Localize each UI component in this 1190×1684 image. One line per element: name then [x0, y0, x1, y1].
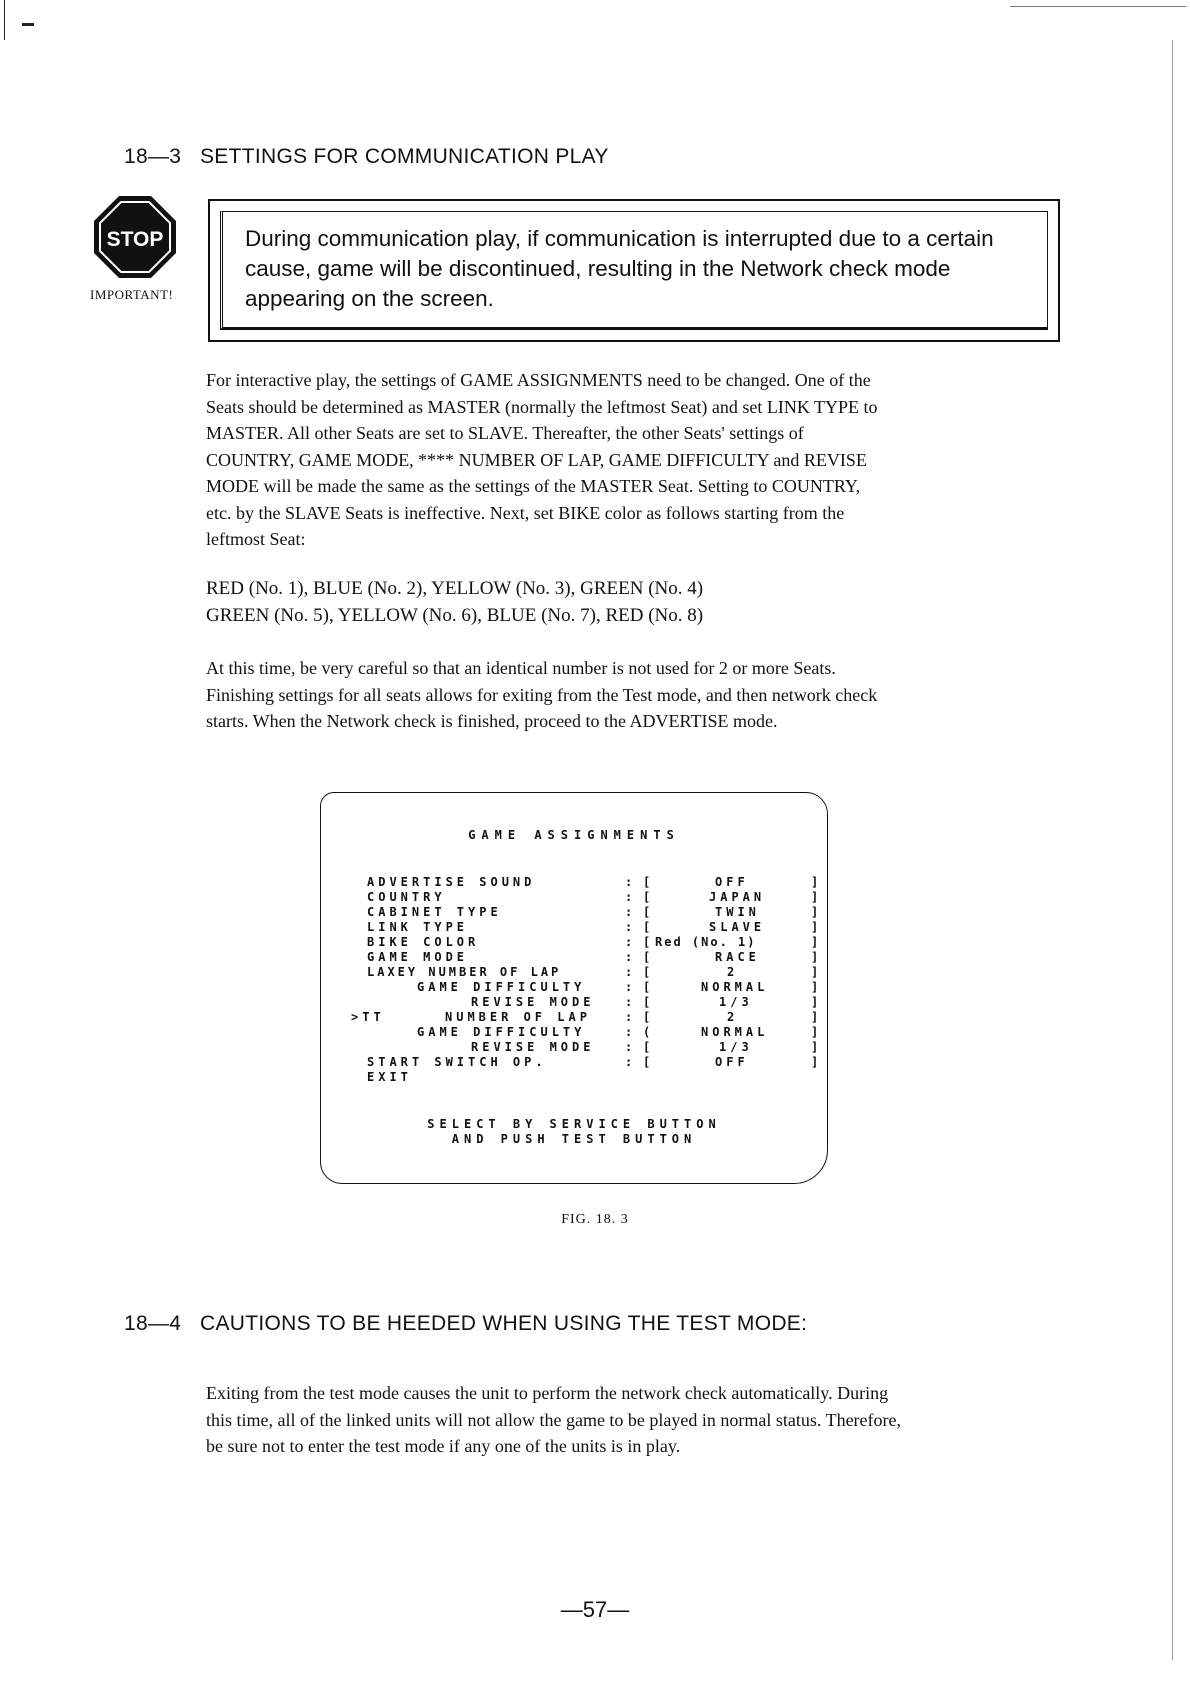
section-title: CAUTIONS TO BE HEEDED WHEN USING THE TEST MODE:	[200, 1312, 808, 1335]
row-bracket-open: [	[643, 920, 655, 934]
screen-footer-line-1: SELECT BY SERVICE BUTTON	[427, 1117, 721, 1131]
screen-row	[321, 935, 827, 950]
row-bracket-close: ]	[811, 1040, 823, 1054]
row-label: START SWITCH OP.	[367, 1055, 547, 1069]
exit-line: this time, all of the linked units will not allow the game to be played in normal status. Therefore,	[206, 1409, 902, 1430]
intro-line: For interactive play, the settings of GAME ASSIGNMENTS need to be changed. One of the	[206, 370, 871, 390]
scan-right-edge	[1172, 40, 1173, 1660]
screen-row	[321, 1010, 827, 1025]
notice-line-3: appearing on the screen.	[245, 286, 494, 311]
row-bracket-open: [	[643, 1040, 655, 1054]
row-label: BIKE COLOR	[367, 935, 480, 949]
intro-line: MASTER. All other Seats are set to SLAVE. Thereafter, the other Seats' settings of	[206, 423, 804, 443]
row-value: NORMAL	[701, 1025, 769, 1039]
caution-paragraph	[206, 655, 1051, 735]
row-label: GAME DIFFICULTY	[417, 1025, 586, 1039]
notice-line-2: cause, game will be discontinued, resulting in the Network check mode	[245, 256, 951, 281]
row-label: REVISE MODE	[471, 995, 595, 1009]
stop-important-sign	[88, 194, 198, 303]
intro-line: Seats should be determined as MASTER (normally the leftmost Seat) and set LINK TYPE to	[206, 396, 878, 417]
row-value: RACE	[715, 950, 760, 964]
notice-line-1: During communication play, if communication is interrupted due to a certain	[245, 226, 994, 251]
row-sep: :	[625, 875, 637, 889]
important-notice-box	[208, 199, 1060, 342]
scan-mark	[22, 23, 34, 26]
scan-top-rule	[1010, 6, 1186, 7]
row-label: LAXEY NUMBER OF LAP	[367, 965, 562, 979]
row-bracket-open: [	[643, 875, 655, 889]
row-bracket-open: [	[643, 890, 655, 904]
row-bracket-open: [	[643, 980, 655, 994]
row-value: OFF	[715, 1055, 749, 1069]
row-value: NORMAL	[701, 980, 769, 994]
exit-line: be sure not to enter the test mode if any one of the units is in play.	[206, 1436, 681, 1456]
screen-row	[321, 875, 827, 890]
intro-line: leftmost Seat:	[206, 529, 306, 549]
row-sep: :	[625, 980, 637, 994]
screen-row	[321, 905, 827, 920]
row-label: ADVERTISE SOUND	[367, 875, 536, 889]
row-value: 2	[727, 1010, 739, 1024]
caution-line: At this time, be very careful so that an identical number is not used for 2 or more Seats.	[206, 658, 836, 678]
row-bracket-close: ]	[811, 935, 823, 949]
row-value: 1/3	[719, 1040, 753, 1054]
important-notice-inner	[220, 211, 1048, 330]
important-caption: IMPORTANT!	[90, 287, 174, 302]
row-label: EXIT	[367, 1070, 412, 1084]
exit-paragraph	[206, 1380, 1051, 1460]
intro-line: MODE will be made the same as the settings of the MASTER Seat. Setting to COUNTRY,	[206, 476, 861, 496]
bike-color-line: GREEN (No. 5), YELLOW (No. 6), BLUE (No. 7), RED (No. 8)	[206, 605, 704, 626]
screen-row	[321, 1070, 827, 1085]
row-bracket-open: [	[643, 935, 655, 949]
row-bracket-open: [	[643, 1055, 655, 1069]
row-sep: :	[625, 950, 637, 964]
page-number: —57—	[560, 1597, 630, 1622]
row-value: JAPAN	[709, 890, 766, 904]
row-bracket-close: ]	[811, 920, 823, 934]
row-label: REVISE MODE	[471, 1040, 595, 1054]
row-value: 1/3	[719, 995, 753, 1009]
screen-row	[321, 890, 827, 905]
row-bracket-close: ]	[811, 1010, 823, 1024]
row-sep: :	[625, 1025, 637, 1039]
row-bracket-close: ]	[811, 890, 823, 904]
row-sep: :	[625, 1010, 637, 1024]
section-18-4-heading	[124, 1312, 807, 1336]
bike-color-list	[206, 575, 703, 629]
row-sep: :	[625, 1040, 637, 1054]
row-sep: :	[625, 965, 637, 979]
row-bracket-open: [	[643, 950, 655, 964]
row-bracket-open: (	[643, 1025, 655, 1039]
bike-color-line: RED (No. 1), BLUE (No. 2), YELLOW (No. 3), GREEN (No. 4)	[206, 578, 704, 599]
row-label: CABINET TYPE	[367, 905, 502, 919]
row-label: LINK TYPE	[367, 920, 469, 934]
row-bracket-open: [	[643, 905, 655, 919]
row-bracket-open: [	[643, 995, 655, 1009]
row-sep: :	[625, 1055, 637, 1069]
section-18-3-heading	[124, 145, 609, 169]
row-bracket-close: ]	[811, 980, 823, 994]
row-prefix: >TT	[351, 1010, 385, 1024]
row-bracket-close: ]	[811, 965, 823, 979]
scan-left-edge	[4, 0, 5, 40]
row-value: Red (No. 1)	[655, 935, 757, 949]
row-value: SLAVE	[709, 920, 766, 934]
row-sep: :	[625, 920, 637, 934]
caution-line: starts. When the Network check is finished, proceed to the ADVERTISE mode.	[206, 711, 778, 731]
row-label: GAME MODE	[367, 950, 469, 964]
figure-caption: FIG. 18. 3	[561, 1212, 629, 1227]
intro-line: COUNTRY, GAME MODE, **** NUMBER OF LAP, GAME DIFFICULTY and REVISE	[206, 449, 867, 470]
row-bracket-close: ]	[811, 905, 823, 919]
screen-row	[321, 1055, 827, 1070]
intro-paragraph	[206, 367, 1051, 553]
stop-label: STOP	[106, 228, 164, 251]
screen-row	[321, 950, 827, 965]
stop-sign-icon	[92, 194, 178, 280]
row-value: TWIN	[715, 905, 760, 919]
row-bracket-close: ]	[811, 1055, 823, 1069]
row-value: OFF	[715, 875, 749, 889]
screen-row	[321, 1025, 827, 1040]
row-bracket-close: ]	[811, 950, 823, 964]
screen-footer-line-2: AND PUSH TEST BUTTON	[451, 1132, 697, 1146]
row-label: COUNTRY	[367, 890, 446, 904]
screen-row	[321, 980, 827, 995]
screen-row	[321, 995, 827, 1010]
row-sep: :	[625, 995, 637, 1009]
row-bracket-open: [	[643, 965, 655, 979]
row-sep: :	[625, 890, 637, 904]
row-sep: :	[625, 935, 637, 949]
screen-row	[321, 920, 827, 935]
section-title: SETTINGS FOR COMMUNICATION PLAY	[200, 145, 609, 168]
row-label: NUMBER OF LAP	[445, 1010, 591, 1024]
row-bracket-close: ]	[811, 875, 823, 889]
row-value: 2	[727, 965, 739, 979]
row-bracket-close: ]	[811, 995, 823, 1009]
exit-line: Exiting from the test mode causes the unit to perform the network check automatically. During	[206, 1383, 889, 1403]
row-bracket-close: ]	[811, 1025, 823, 1039]
caution-line: Finishing settings for all seats allows for exiting from the Test mode, and then network check	[206, 684, 878, 705]
game-assignments-screen	[320, 792, 828, 1184]
section-number: 18—4	[124, 1312, 182, 1335]
intro-line: etc. by the SLAVE Seats is ineffective. Next, set BIKE color as follows starting from the	[206, 502, 845, 523]
row-label: GAME DIFFICULTY	[417, 980, 586, 994]
row-sep: :	[625, 905, 637, 919]
screen-title: GAME ASSIGNMENTS	[468, 828, 680, 842]
row-bracket-open: [	[643, 1010, 655, 1024]
screen-row	[321, 1040, 827, 1055]
section-number: 18—3	[124, 145, 182, 168]
screen-row	[321, 965, 827, 980]
